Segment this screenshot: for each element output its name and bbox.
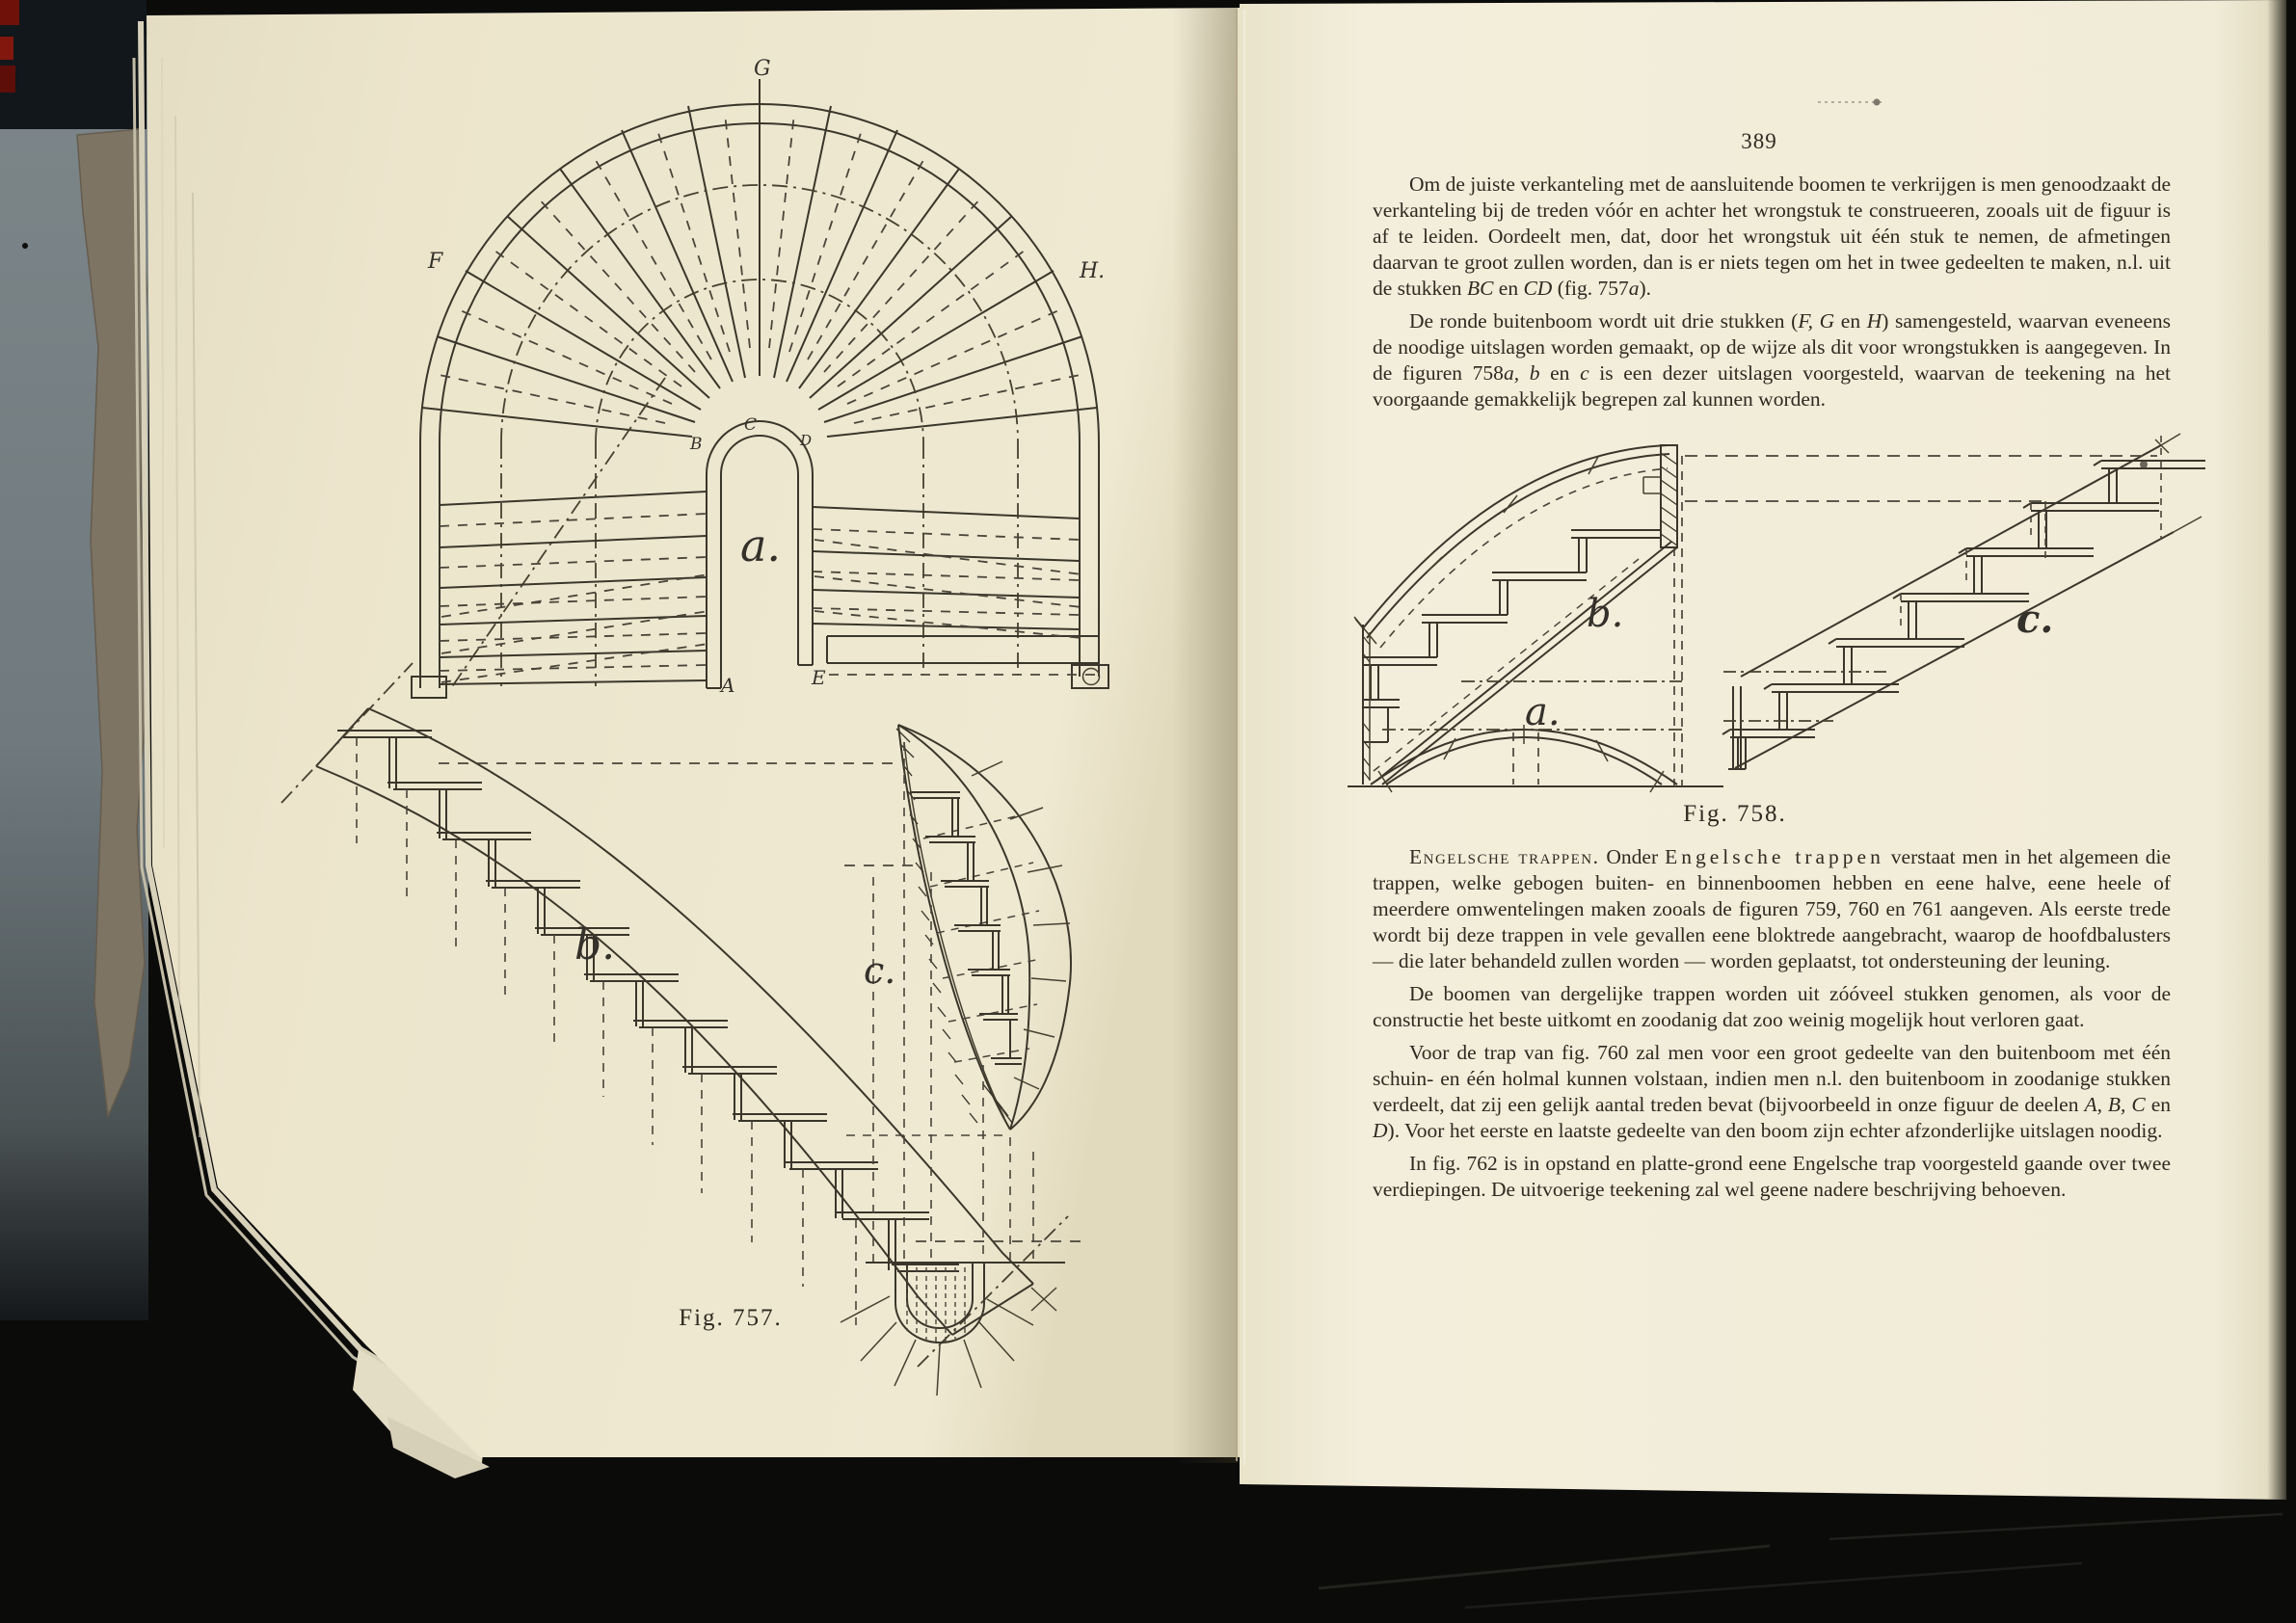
- left-page: [147, 8, 1240, 1457]
- fig758-label-b: b.: [1587, 592, 1624, 636]
- paragraph-2: De ronde buitenboom wordt uit drie stukken (F, G en H) samengesteld, waarvan eveneens de noodige uitslagen worden gemaakt, op de wijze als dit voor wrongstukken is aangegeven. In de figuren 758a, b en c is een dezer uitslagen voorgesteld, waarvan de teekening na het voorgaande gemakkelijk begrepen zal kunnen worden.: [1373, 309, 2172, 411]
- gutter-crease: [1172, 8, 1244, 1465]
- plan-label-f: F: [428, 250, 443, 274]
- fig758-label-c: c.: [2016, 597, 2054, 642]
- fig758-label-a: a.: [1525, 690, 1561, 734]
- paragraph-1: Om de juiste verkanteling met de aansluitende boomen te verkrijgen is men genoodzaakt de verkanteling bij de treden vóór en achter het wrongstuk te construeeren, zooals uit de figuur is af te leiden. Oordeelt men, dat, door het wrongstuk uit één stuk te nemen, de afmetingen daarvan te groot zullen worden, dan is er niets tegen om het in twee gedeelten te maken, n.l. uit de stukken BC en CD (fig. 757a).: [1373, 173, 2171, 300]
- paragraph-3: Engelsche trappen. Onder Engelsche trappen verstaat men in het algemeen die trappen, welke gebogen buiten- en binnenboomen hebben en eene halve, eene heele of meerdere omwentelingen maken zooals de figuren 759, 760 en 761 aangeven. Als eerste trede wordt bij deze trappen in vele gevallen eene bloktrede aangebracht, waarop de hoofdbalusters — die later behandeld zullen worden — worden geplaatst, tot ondersteuning der leuning.: [1373, 845, 2171, 972]
- page-number: 389: [1741, 129, 1777, 153]
- fig758-caption: Fig. 758.: [1683, 801, 1787, 827]
- paragraph-4: De boomen van dergelijke trappen worden uit zóóveel stukken genomen, als voor de constructie het beste uitkomt en zoodanig dat zoo weinig mogelijk hout verloren gaat.: [1373, 982, 2171, 1031]
- paragraph-5: Voor de trap van fig. 760 zal men voor een groot gedeelte van den buitenboom met één schuin- en één holmal kunnen volstaan, indien men n.l. den buitenboom in zoodanige stukken verdeelt, dat zij een gelijk aantal treden bevat (bijvoorbeeld in onze figuur de deelen A, B, C en D). Voor het eerste en laatste gedeelte van den boom zijn echter afzonderlijke uitslagen noodig.: [1373, 1041, 2172, 1142]
- plan-label-e: E: [812, 666, 826, 689]
- body-text-upper: [1373, 172, 2171, 419]
- body-text-lower: [1373, 844, 2171, 1210]
- plan-label-h: H.: [1080, 259, 1106, 283]
- right-page-fore-edge: [2267, 0, 2288, 1500]
- helix-label-c: c.: [864, 949, 896, 992]
- plan-label-g: G: [754, 57, 771, 81]
- plan-label-center-a: a.: [740, 519, 782, 572]
- paragraph-6: In fig. 762 is in opstand en platte-grond eene Engelsche trap voorgesteld gaande over twee verdiepingen. De uitvoerige teekening zal wel geene nadere beschrijving behoeven.: [1373, 1152, 2171, 1201]
- fig757-caption: Fig. 757.: [679, 1305, 783, 1331]
- scanner-scratches: [1319, 1514, 2283, 1608]
- plan-label-a: A: [721, 674, 735, 697]
- ink-smudge: [2140, 461, 2148, 468]
- scan-speck: [22, 243, 28, 249]
- plan-label-c: C: [744, 415, 758, 435]
- plan-label-b: B: [690, 435, 703, 454]
- plan-label-d: D: [800, 432, 813, 449]
- scanner-bed-strip: [0, 0, 148, 1320]
- development-label-b: b.: [574, 920, 616, 970]
